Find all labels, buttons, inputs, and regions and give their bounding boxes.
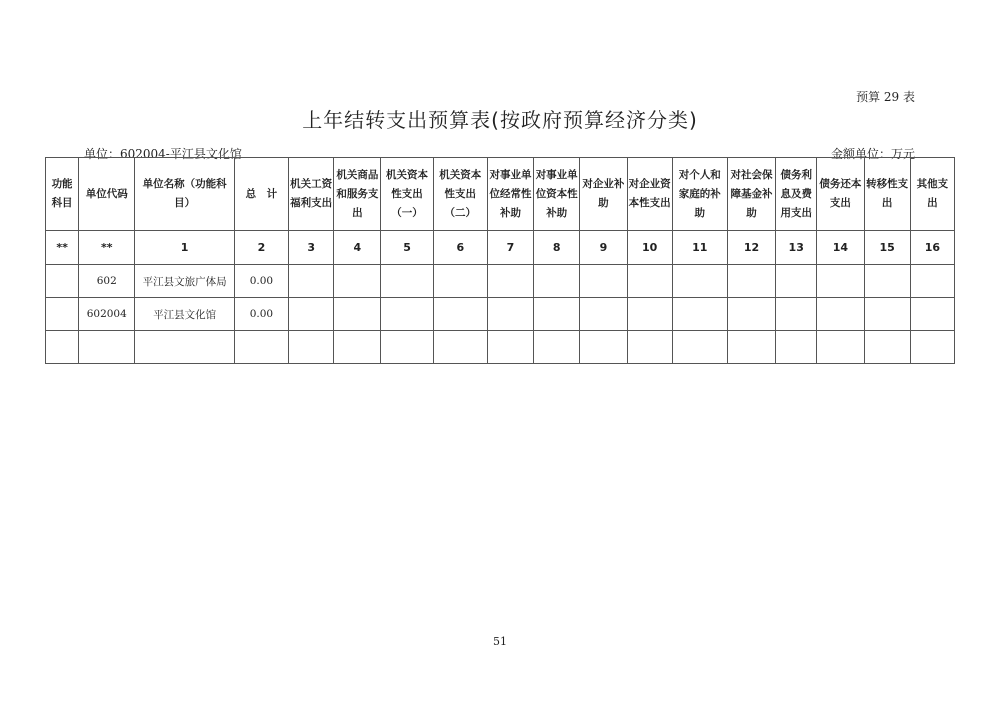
header-row	[46, 158, 955, 231]
amount-cell	[289, 331, 334, 364]
amount-cell	[910, 265, 954, 298]
unit-code-cell	[79, 331, 135, 364]
amount-cell	[864, 331, 910, 364]
column-header: 转移性支出	[864, 158, 910, 231]
table-row	[46, 331, 955, 364]
amount-cell	[289, 298, 334, 331]
amount-cell	[864, 265, 910, 298]
amount-cell	[487, 331, 533, 364]
amount-cell	[672, 298, 727, 331]
function-subject-cell	[46, 298, 79, 331]
amount-cell	[289, 265, 334, 298]
amount-cell	[487, 265, 533, 298]
column-header: 单位名称（功能科目）	[135, 158, 234, 231]
column-header: 机关资本性支出（二）	[433, 158, 487, 231]
page-title: 上年结转支出预算表(按政府预算经济分类)	[302, 108, 698, 132]
amount-cell	[334, 331, 381, 364]
unit-name-cell: 平江县文旅广体局	[135, 265, 234, 298]
index-cell: **	[46, 231, 79, 265]
index-cell: 7	[487, 231, 533, 265]
index-cell: 12	[727, 231, 775, 265]
amount-cell	[727, 265, 775, 298]
column-header: 其他支出	[910, 158, 954, 231]
amount-cell	[727, 331, 775, 364]
amount-cell	[627, 331, 672, 364]
form-number: 预算 29 表	[856, 90, 915, 104]
amount-cell	[672, 331, 727, 364]
index-cell: 3	[289, 231, 334, 265]
column-header: 机关资本性支出（一）	[381, 158, 433, 231]
index-row	[46, 231, 955, 265]
amount-cell	[627, 298, 672, 331]
amount-cell	[534, 331, 580, 364]
unit-name-cell: 平江县文化馆	[135, 298, 234, 331]
index-cell: **	[79, 231, 135, 265]
amount-cell	[817, 298, 864, 331]
column-header: 对个人和家庭的补助	[672, 158, 727, 231]
column-header: 对企业补助	[580, 158, 627, 231]
total-cell: 0.00	[234, 298, 288, 331]
index-cell: 10	[627, 231, 672, 265]
amount-cell	[534, 265, 580, 298]
amount-cell	[910, 298, 954, 331]
amount-cell	[776, 298, 817, 331]
column-header: 对企业资本性支出	[627, 158, 672, 231]
index-cell: 4	[334, 231, 381, 265]
amount-cell	[334, 298, 381, 331]
amount-cell	[864, 298, 910, 331]
amount-cell	[580, 331, 627, 364]
column-header: 机关工资福利支出	[289, 158, 334, 231]
index-cell: 15	[864, 231, 910, 265]
amount-cell	[381, 298, 433, 331]
amount-cell	[817, 265, 864, 298]
index-cell: 13	[776, 231, 817, 265]
column-header: 功能科目	[46, 158, 79, 231]
index-cell: 14	[817, 231, 864, 265]
column-header: 单位代码	[79, 158, 135, 231]
column-header: 对事业单位资本性补助	[534, 158, 580, 231]
unit-code-cell: 602	[79, 265, 135, 298]
function-subject-cell	[46, 331, 79, 364]
amount-cell	[627, 265, 672, 298]
index-cell: 2	[234, 231, 288, 265]
amount-cell	[817, 331, 864, 364]
index-cell: 11	[672, 231, 727, 265]
column-header: 机关商品和服务支出	[334, 158, 381, 231]
column-header: 债务还本支出	[817, 158, 864, 231]
function-subject-cell	[46, 265, 79, 298]
amount-cell	[727, 298, 775, 331]
amount-cell	[433, 331, 487, 364]
amount-cell	[487, 298, 533, 331]
index-cell: 6	[433, 231, 487, 265]
total-cell	[234, 331, 288, 364]
amount-unit-label: 金额单位：万元	[830, 147, 915, 161]
unit-code-cell: 602004	[79, 298, 135, 331]
amount-cell	[580, 265, 627, 298]
amount-cell	[334, 265, 381, 298]
index-cell: 9	[580, 231, 627, 265]
column-header: 总 计	[234, 158, 288, 231]
amount-cell	[776, 331, 817, 364]
table-row	[46, 265, 955, 298]
amount-cell	[381, 265, 433, 298]
column-header: 对社会保障基金补助	[727, 158, 775, 231]
amount-cell	[580, 298, 627, 331]
unit-name-cell	[135, 331, 234, 364]
amount-cell	[381, 331, 433, 364]
index-cell: 5	[381, 231, 433, 265]
index-cell: 1	[135, 231, 234, 265]
total-cell: 0.00	[234, 265, 288, 298]
budget-table	[45, 157, 955, 364]
amount-cell	[672, 265, 727, 298]
index-cell: 8	[534, 231, 580, 265]
amount-cell	[433, 265, 487, 298]
index-cell: 16	[910, 231, 954, 265]
column-header: 对事业单位经常性补助	[487, 158, 533, 231]
amount-cell	[910, 331, 954, 364]
unit-label: 单位：602004-平江县文化馆	[84, 147, 242, 161]
page-number: 51	[493, 635, 507, 648]
table-row	[46, 298, 955, 331]
amount-cell	[534, 298, 580, 331]
column-header: 债务利息及费用支出	[776, 158, 817, 231]
amount-cell	[433, 298, 487, 331]
amount-cell	[776, 265, 817, 298]
